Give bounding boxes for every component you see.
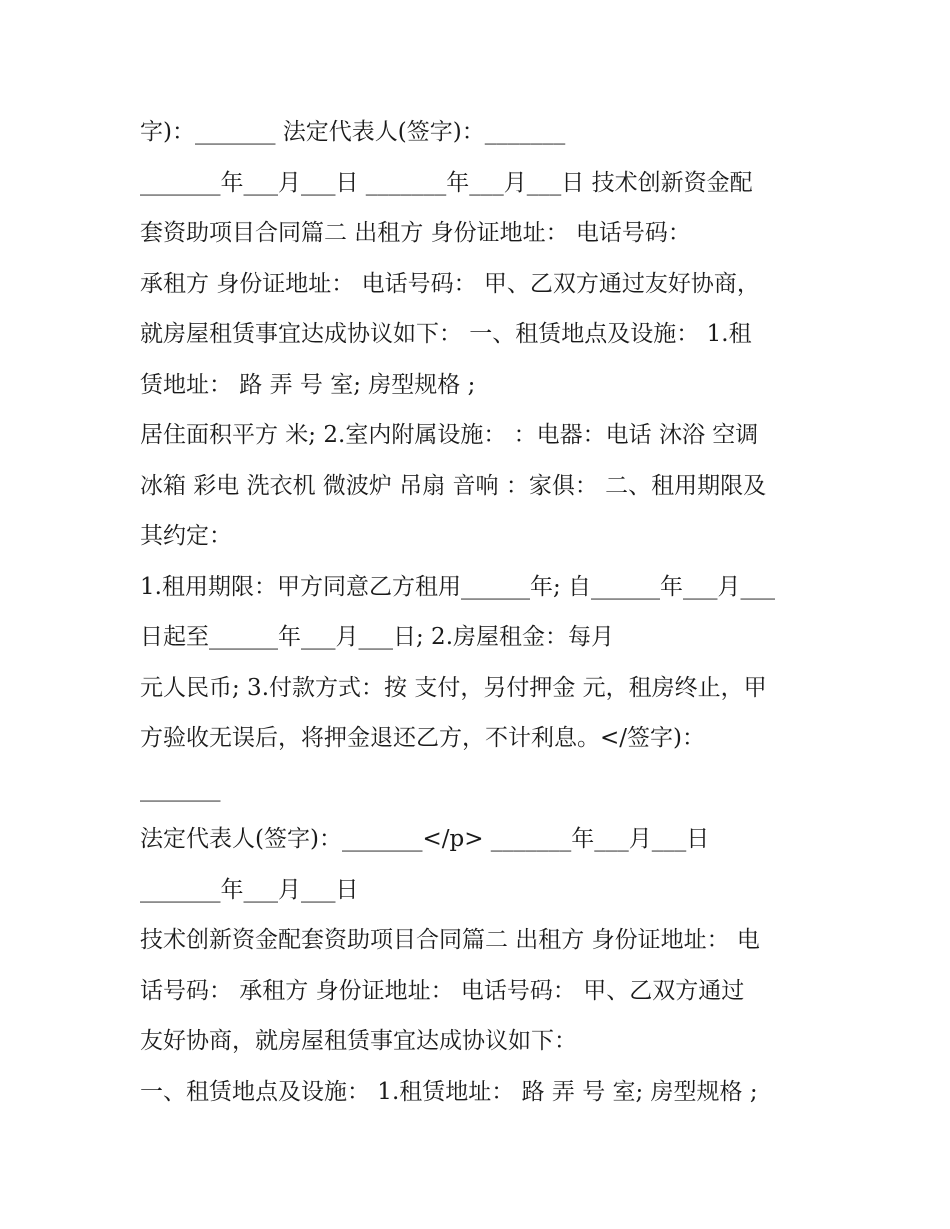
text-line: 方验收无误后，将押金退还乙方，不计利息。</签字)： <box>140 725 705 751</box>
text-line: 技术创新资金配套资助项目合同篇二 出租方 身份证地址： 电 <box>140 927 760 953</box>
text-line: 1.租用期限：甲方同意乙方租用______年; 自______年___月___ <box>140 573 776 600</box>
text-line: 话号码： 承租方 身份证地址： 电话号码： 甲、乙双方通过 <box>140 977 745 1004</box>
text-line: 友好协商，就房屋租赁事宜达成协议如下： <box>140 1028 577 1054</box>
text-line: 字)：_______ 法定代表人(签字)：_______ <box>140 119 566 145</box>
text-line: 套资助项目合同篇二 出租方 身份证地址： 电话号码： <box>140 220 691 246</box>
text-line: _______年___月___日 _______年___月___日 技术创新资金配 <box>140 169 753 196</box>
text-line: 冰箱 彩电 洗衣机 微波炉 吊扇 音响 ：家俱： 二、租用期限及 <box>140 472 767 499</box>
text-line: 赁地址： 路 弄 号 室; 房型规格 ; <box>140 371 476 398</box>
text-line: 居住面积平方 米; 2.室内附属设施： ：电器：电话 沐浴 空调 <box>140 422 759 448</box>
text-line: 就房屋租赁事宜达成协议如下： 一、租赁地点及设施： 1.租 <box>140 321 752 347</box>
text-line: 一、租赁地点及设施： 1.租赁地址： 路 弄 号 室; 房型规格 ; <box>140 1078 758 1105</box>
text-line: 其约定： <box>140 523 232 549</box>
text-line: 元人民币; 3.付款方式：按 支付，另付押金 元，租房终止，甲 <box>140 674 767 701</box>
text-line: _______年___月___日 <box>140 876 359 903</box>
contract-text <box>140 107 820 1117</box>
text-line: 法定代表人(签字)：_______</p> _______年___月___日 <box>140 826 710 852</box>
text-line: 承租方 身份证地址： 电话号码： 甲、乙双方通过友好协商， <box>140 270 760 297</box>
text-line: _______ <box>140 775 221 802</box>
text-line: 日起至______年___月___日; 2.房屋租金：每月 <box>140 624 615 650</box>
